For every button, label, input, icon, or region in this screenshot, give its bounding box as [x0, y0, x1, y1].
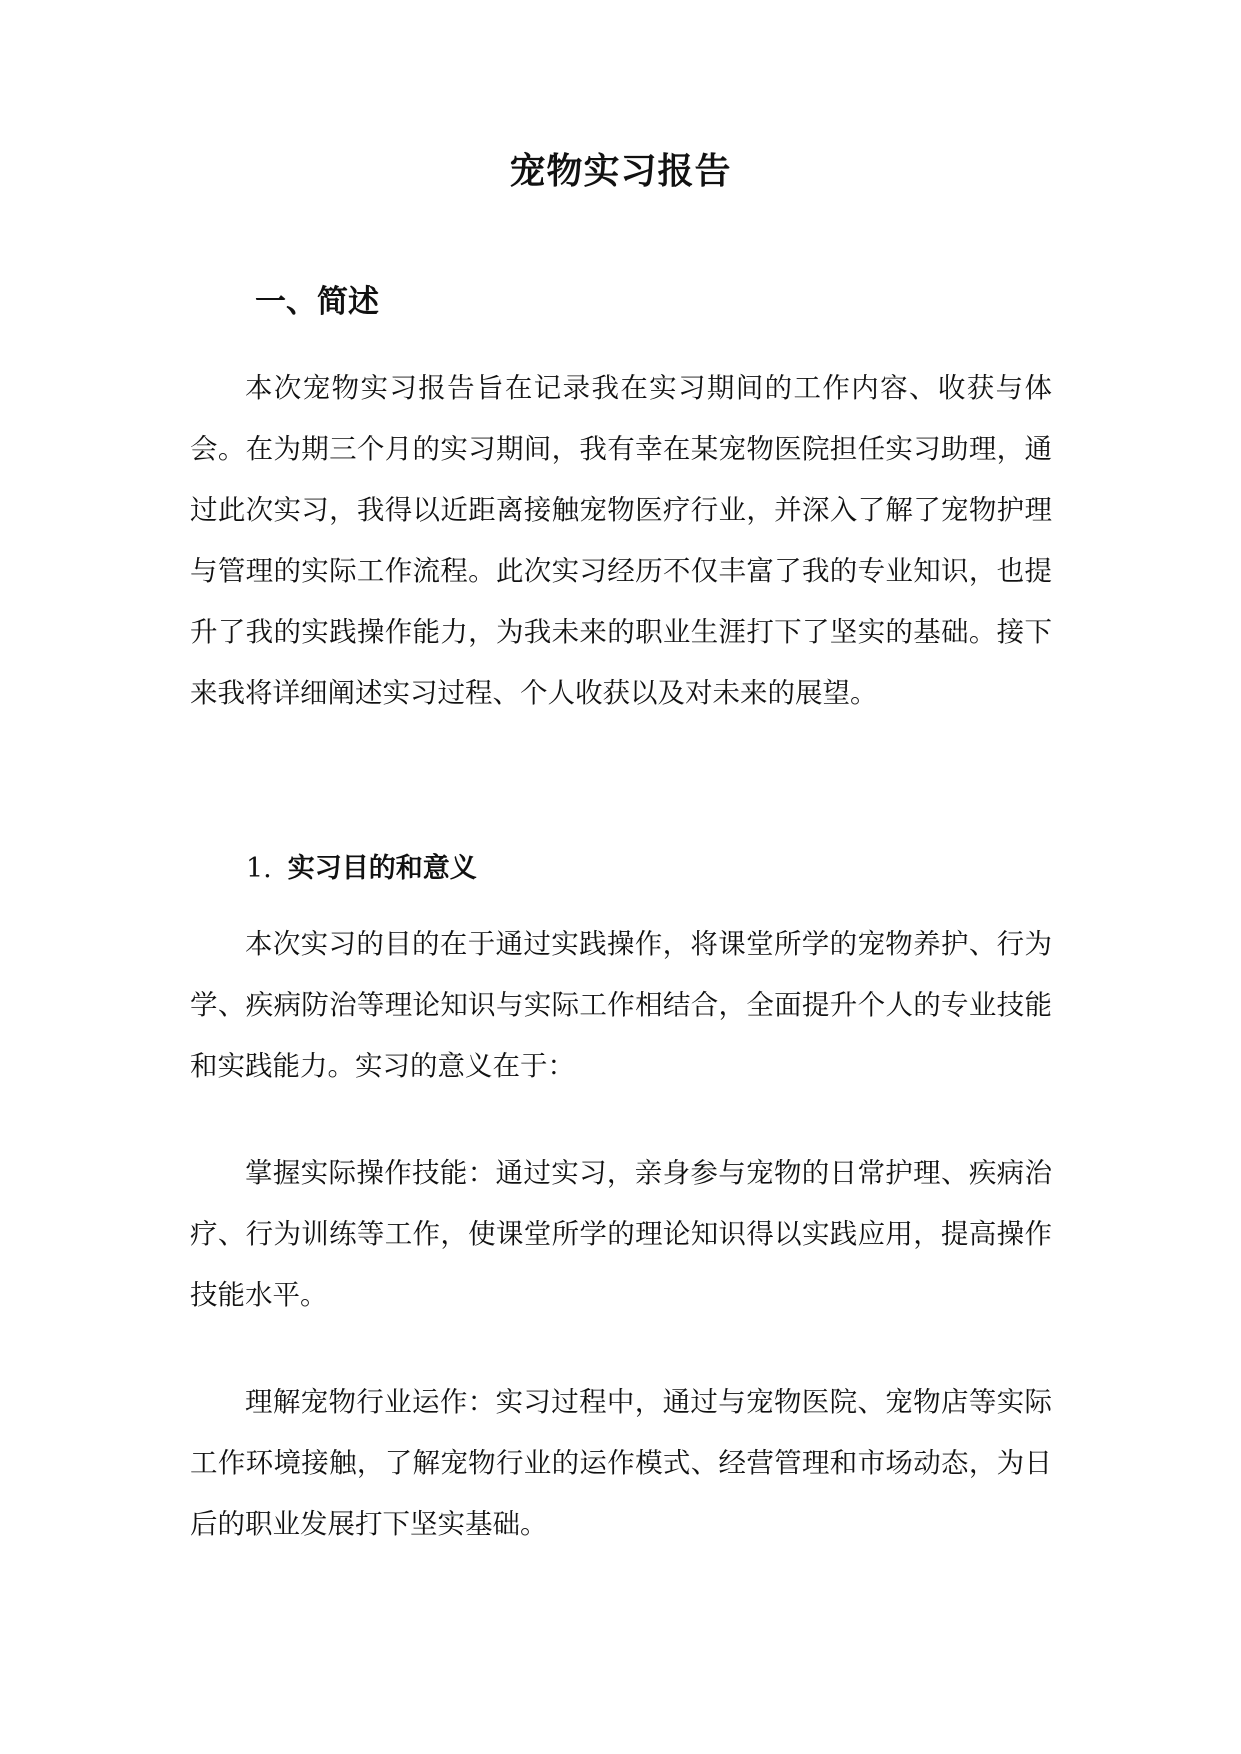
overview-paragraph: 本次宠物实习报告旨在记录我在实习期间的工作内容、收获与体会。在为期三个月的实习期间，我有幸在某宠物医院担任实习助理，通过此次实习，我得以近距离接触宠物医疗行业，并深入了解了宠物护理与管理的实际工作流程。此次实习经历不仅丰富了我的专业知识，也提升了我的实践操作能力，为我未来的职业生涯打下了坚实的基础。接下来我将详细阐述实习过程、个人收获以及对未来的展望。	[190, 372, 1052, 709]
skills-paragraph: 掌握实际操作技能：通过实习，亲身参与宠物的日常护理、疾病治疗、行为训练等工作，使课堂所学的理论知识得以实践应用，提高操作技能水平。	[190, 1157, 1052, 1311]
industry-paragraph: 理解宠物行业运作：实习过程中，通过与宠物医院、宠物店等实际工作环境接触，了解宠物行业的运作模式、经营管理和市场动态，为日后的职业发展打下坚实基础。	[190, 1386, 1052, 1540]
section-heading-overview: 一、简述	[255, 284, 379, 320]
subsection-heading-purpose	[246, 853, 477, 885]
document-title: 宠物实习报告	[509, 151, 732, 192]
purpose-paragraph: 本次实习的目的在于通过实践操作，将课堂所学的宠物养护、行为学、疾病防治等理论知识与实际工作相结合，全面提升个人的专业技能和实践能力。实习的意义在于：	[190, 928, 1052, 1082]
subsection-number: 1.	[246, 853, 272, 884]
subsection-heading-text: 实习目的和意义	[287, 853, 477, 884]
